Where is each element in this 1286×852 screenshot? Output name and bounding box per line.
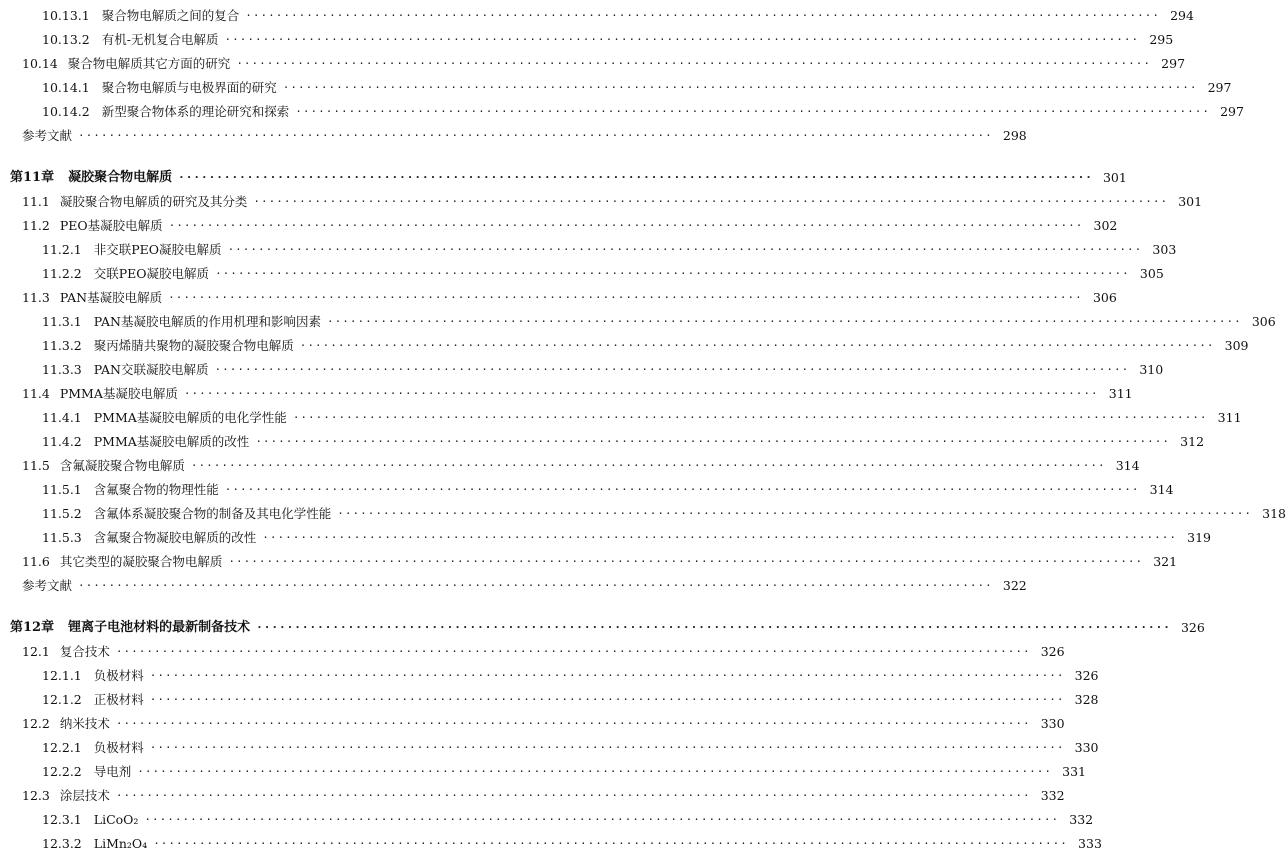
- toc-section-title: PAN交联凝胶电解质: [93, 362, 209, 377]
- toc-entry-row: [0, 52, 1186, 72]
- toc-section-title: PMMA基凝胶电解质: [59, 386, 178, 401]
- toc-dot-leader: ························································································································: [149, 693, 1065, 706]
- toc-section-number: 10.13.1: [42, 8, 90, 23]
- toc-section-title: PMMA基凝胶电解质的改性: [93, 434, 250, 449]
- toc-page-number: 318: [1262, 506, 1286, 521]
- toc-entry-row: [0, 784, 1065, 804]
- toc-section-number: 11.5.1: [42, 482, 82, 497]
- toc-page-number: 328: [1074, 692, 1099, 707]
- toc-page-number: 314: [1115, 458, 1140, 473]
- toc-dot-leader: ························································································································: [236, 57, 1152, 70]
- toc-section-number: 12.3: [22, 788, 50, 803]
- toc-page-number: 331: [1062, 764, 1086, 779]
- toc-section-title: 含氟体系凝胶聚合物的制备及其电化学性能: [93, 506, 332, 521]
- toc-section-title: PMMA基凝胶电解质的电化学性能: [93, 410, 287, 425]
- toc-section-title: PAN基凝胶电解质的作用机理和影响因素: [93, 314, 321, 329]
- toc-entry-row: [0, 382, 1133, 402]
- toc-section-number: 11.3.1: [42, 314, 82, 329]
- toc-section-title: 聚合物电解质与电极界面的研究: [101, 80, 277, 95]
- toc-section-title: 凝胶聚合物电解质: [68, 170, 173, 185]
- toc-section-number: 12.1.1: [42, 668, 82, 683]
- toc-section-title: PEO基凝胶电解质: [59, 218, 163, 233]
- toc-section-title: 参考文献: [22, 578, 73, 593]
- toc-dot-leader: ························································································································: [256, 621, 1171, 634]
- toc-section-title: 参考文献: [22, 128, 73, 143]
- toc-dot-leader: ························································································································: [262, 531, 1177, 544]
- toc-section-number: 10.14.2: [42, 104, 90, 119]
- toc-dot-leader: ························································································································: [227, 243, 1143, 256]
- toc-page-number: 297: [1220, 104, 1244, 119]
- toc-section-number: 12.3.2: [42, 836, 82, 851]
- toc-section-number: 11.5.3: [42, 530, 82, 545]
- toc-section-number: 12.3.1: [42, 812, 82, 827]
- toc-section-number: 11.2: [22, 218, 50, 233]
- toc-section-title: 其它类型的凝胶聚合物电解质: [59, 554, 223, 569]
- toc-entry-row: [0, 712, 1065, 732]
- toc-page-number: 297: [1207, 80, 1232, 95]
- toc-section-title: 非交联PEO凝胶电解质: [93, 242, 222, 257]
- toc-entry-row: [0, 526, 1211, 546]
- toc-section-number: 第12章: [10, 620, 55, 635]
- toc-entry-row: [0, 4, 1194, 24]
- toc-section-title: 聚合物电解质其它方面的研究: [67, 56, 231, 71]
- toc-entry-row: [0, 262, 1164, 282]
- toc-section-number: 12.2.2: [42, 764, 82, 779]
- toc-dot-leader: ························································································································: [168, 219, 1084, 232]
- toc-page-number: 295: [1149, 32, 1174, 47]
- toc-page-number: 322: [1002, 578, 1027, 593]
- toc-entry-row: [0, 76, 1232, 96]
- toc-dot-leader: ························································································································: [295, 105, 1210, 118]
- toc-page-number: 306: [1251, 314, 1276, 329]
- toc-chapter-row: [0, 166, 1127, 186]
- toc-section-number: 11.3: [22, 290, 50, 305]
- toc-entry-row: [0, 238, 1177, 258]
- toc-entry-row: [0, 760, 1086, 780]
- toc-page-number: 298: [1002, 128, 1027, 143]
- toc-dot-leader: ························································································································: [137, 765, 1052, 778]
- toc-page-number: 297: [1161, 56, 1186, 71]
- toc-dot-leader: ························································································································: [183, 387, 1099, 400]
- toc-entry-row: [0, 28, 1174, 48]
- toc-entry-row: [0, 640, 1065, 660]
- toc-section-title: 导电剂: [93, 764, 132, 779]
- toc-entry-row: [0, 286, 1117, 306]
- toc-section-title: 复合技术: [59, 644, 110, 659]
- toc-section-number: 10.14: [22, 56, 58, 71]
- toc-section-number: 11.5: [22, 458, 50, 473]
- toc-section-number: 11.4: [22, 386, 50, 401]
- toc-entry-row: [0, 478, 1174, 498]
- toc-section-title: 锂离子电池材料的最新制备技术: [68, 620, 251, 635]
- toc-entry-row: [0, 358, 1164, 378]
- toc-dot-leader: ························································································································: [255, 435, 1171, 448]
- toc-page-number: 333: [1078, 836, 1102, 851]
- toc-entry-row: [0, 550, 1178, 570]
- toc-dot-leader: ························································································································: [282, 81, 1198, 94]
- toc-section-number: 11.1: [22, 194, 50, 209]
- toc-entry-row: [0, 406, 1242, 426]
- toc-entry-row: [0, 502, 1286, 522]
- toc-entry-row: [0, 808, 1094, 828]
- toc-section-number: 12.1.2: [42, 692, 82, 707]
- toc-page-number: 312: [1180, 434, 1205, 449]
- toc-page-number: 310: [1139, 362, 1164, 377]
- toc-entry-row: [0, 688, 1099, 708]
- toc-section-number: 11.3.2: [42, 338, 82, 353]
- toc-entry-row: [0, 430, 1205, 450]
- toc-section-title: 交联PEO凝胶电解质: [93, 266, 210, 281]
- toc-dot-leader: ························································································································: [115, 789, 1031, 802]
- toc-section-title: 聚丙烯腈共聚物的凝胶聚合物电解质: [93, 338, 294, 353]
- toc-section-title: 负极材料: [93, 668, 144, 683]
- toc-dot-leader: ························································································································: [337, 507, 1252, 520]
- toc-dot-leader: ························································································································: [144, 813, 1060, 826]
- toc-entry-row: [0, 736, 1099, 756]
- toc-dot-leader: ························································································································: [299, 339, 1215, 352]
- toc-entry-row: [0, 100, 1244, 120]
- toc-section-number: 11.4.1: [42, 410, 82, 425]
- toc-dot-leader: ························································································································: [78, 129, 993, 142]
- toc-section-title: 凝胶聚合物电解质的研究及其分类: [59, 194, 248, 209]
- toc-section-title: 正极材料: [93, 692, 144, 707]
- toc-dot-leader: ························································································································: [224, 33, 1140, 46]
- toc-section-title: LiMn₂O₄: [93, 836, 148, 851]
- toc-entry-row: [0, 832, 1102, 852]
- toc-page-number: 306: [1092, 290, 1117, 305]
- toc-dot-leader: ························································································································: [115, 645, 1031, 658]
- toc-page-number: 332: [1040, 788, 1065, 803]
- toc-section-title: 含氟聚合物凝胶电解质的改性: [93, 530, 257, 545]
- toc-entry-row: [0, 334, 1249, 354]
- toc-dot-leader: ························································································································: [149, 669, 1065, 682]
- toc-section-title: 负极材料: [93, 740, 144, 755]
- toc-page-number: 326: [1074, 668, 1099, 683]
- toc-section-title: LiCoO₂: [93, 812, 139, 827]
- toc-dot-leader: ························································································································: [292, 411, 1208, 424]
- toc-dot-leader: ························································································································: [327, 315, 1242, 328]
- toc-section-number: 11.5.2: [42, 506, 82, 521]
- toc-page-number: 326: [1180, 620, 1205, 635]
- toc-dot-leader: ························································································································: [153, 837, 1068, 850]
- toc-entry-row: [0, 664, 1099, 684]
- toc-page-number: 301: [1102, 170, 1127, 185]
- toc-page-number: 301: [1178, 194, 1203, 209]
- toc-page-number: 326: [1040, 644, 1065, 659]
- toc-section-number: 10.14.1: [42, 80, 90, 95]
- toc-dot-leader: ························································································································: [253, 195, 1169, 208]
- toc-section-number: 11.3.3: [42, 362, 82, 377]
- toc-section-number: 10.13.2: [42, 32, 90, 47]
- toc-dot-leader: ························································································································: [168, 291, 1083, 304]
- toc-references-row: [0, 124, 1027, 144]
- toc-section-number: 11.2.2: [42, 266, 82, 281]
- toc-page-number: 311: [1108, 386, 1133, 401]
- toc-page-number: 330: [1074, 740, 1099, 755]
- toc-page-number: 330: [1040, 716, 1065, 731]
- toc-section-title: PAN基凝胶电解质: [59, 290, 163, 305]
- toc-dot-leader: ························································································································: [224, 483, 1140, 496]
- toc-page-number: 303: [1152, 242, 1177, 257]
- toc-section-number: 11.2.1: [42, 242, 82, 257]
- toc-section-number: 第11章: [10, 170, 55, 185]
- toc-section-number: 11.4.2: [42, 434, 82, 449]
- toc-entry-row: [0, 214, 1118, 234]
- toc-dot-leader: ························································································································: [228, 555, 1144, 568]
- toc-page-number: 294: [1170, 8, 1194, 23]
- toc-page-number: 311: [1217, 410, 1242, 425]
- toc-dot-leader: ························································································································: [215, 267, 1130, 280]
- toc-entry-row: [0, 190, 1203, 210]
- toc-dot-leader: ························································································································: [214, 363, 1130, 376]
- toc-page-number: 302: [1093, 218, 1118, 233]
- toc-section-title: 含氟凝胶聚合物电解质: [59, 458, 185, 473]
- toc-section-title: 有机-无机复合电解质: [101, 32, 219, 47]
- toc-page-number: 332: [1069, 812, 1094, 827]
- toc-page-number: 314: [1149, 482, 1174, 497]
- toc-dot-leader: ························································································································: [245, 9, 1160, 22]
- toc-section-title: 纳米技术: [59, 716, 110, 731]
- toc-chapter-row: [0, 616, 1205, 636]
- toc-section-title: 含氟聚合物的物理性能: [93, 482, 219, 497]
- toc-entry-row: [0, 310, 1276, 330]
- toc-page-number: 309: [1224, 338, 1249, 353]
- toc-section-number: 11.6: [22, 554, 50, 569]
- toc-entry-row: [0, 454, 1140, 474]
- toc-page-number: 319: [1187, 530, 1211, 545]
- toc-section-number: 12.2: [22, 716, 50, 731]
- toc-section-title: 聚合物电解质之间的复合: [101, 8, 240, 23]
- toc-section-title: 新型聚合物体系的理论研究和探索: [101, 104, 290, 119]
- toc-page-number: 305: [1139, 266, 1164, 281]
- toc-section-number: 12.2.1: [42, 740, 82, 755]
- toc-dot-leader: ························································································································: [149, 741, 1065, 754]
- toc-dot-leader: ························································································································: [115, 717, 1031, 730]
- toc-dot-leader: ························································································································: [178, 171, 1093, 184]
- toc-section-title: 涂层技术: [59, 788, 110, 803]
- toc-section-number: 12.1: [22, 644, 50, 659]
- toc-dot-leader: ························································································································: [78, 579, 993, 592]
- toc-dot-leader: ························································································································: [190, 459, 1106, 472]
- toc-page-number: 321: [1153, 554, 1178, 569]
- toc-references-row: [0, 574, 1027, 594]
